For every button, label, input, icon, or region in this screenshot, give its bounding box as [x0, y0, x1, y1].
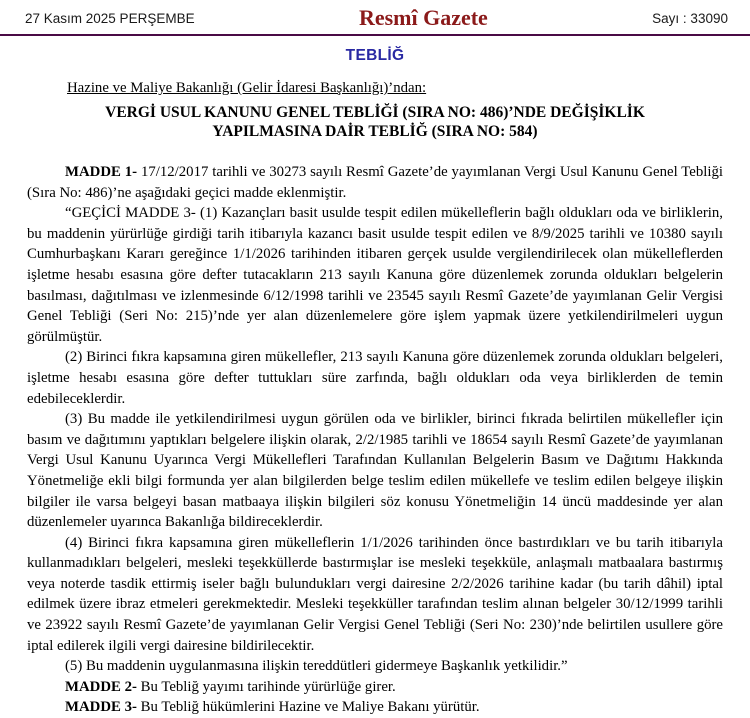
- article-lead: MADDE 1-: [65, 164, 138, 180]
- document-body: [27, 162, 723, 718]
- paragraph-madde-1: [27, 162, 723, 203]
- article-lead: MADDE 3-: [65, 699, 137, 716]
- paragraph-text: (5) Bu maddenin uygulanmasına ilişkin tereddütleri gidermeye Başkanlık yetkilidir.”: [65, 658, 568, 675]
- paragraph-fikra-4: [27, 533, 723, 657]
- publication-date: 27 Kasım 2025 PERŞEMBE: [25, 10, 195, 26]
- paragraph-text: “GEÇİCİ MADDE 3- (1) Kazançları basit usulde tespit edilen mükelleflerin bağlı oldukları oda ve birliklerin, bu maddenin yürürlüğe girdiği tarih itibarıyla kazancı basit usulde tespit edilen ve 8/9/2025 tarihli ve 10380 sayılı Cumhurbaşkanı Kararı gereğince 1/1/2026 tarihinden itibaren gerçek usulde vergilendirilecek olan mükelleflerden işletme hesabı esasına göre defter tutacakların 213 sayılı Kanuna göre düzenlemek zorunda oldukları belgelerin basılması, dağıtılması ve izlenmesinde 6/12/1998 tarihli ve 23545 sayılı Resmî Gazete’de yayımlanan Gelir Vergisi Genel Tebliği (Seri No: 215)’nde yer alan düzenlemelere göre işlem yapmak üzere yetkilendirilmeleri uygun görülmüştür.: [27, 205, 723, 345]
- paragraph-gecici-madde-3-f1: [27, 203, 723, 347]
- paragraph-text: (3) Bu madde ile yetkilendirilmesi uygun görülen oda ve birlikler, birinci fıkrada belirtilen mükellefler için basım ve dağıtımını yaptıkları belgelere ilişkin olarak, 2/2/1985 tarihli ve 18654 sayılı Resmî Gazete’de yayımlanan Vergi Usul Kanunu Uyarınca Vergi Mükellefleri Tarafından Kullanılan Belgelerin Basım ve Dağıtımı Hakkında Yönetmeliğe ekli bilgi formunda yer alan bilgilerden belge teslim edilen mükellefe ve teslim edilen belgeye ilişkin bilgiler ile varsa belgeyi basan matbaaya ilişkin bilgileri söz konusu Yönetmeliğin 14 üncü maddesinde yer alan düzenlemeler uyarınca Bakanlığa bildireceklerdir.: [27, 411, 723, 531]
- masthead: [0, 0, 750, 36]
- paragraph-madde-2: [27, 677, 723, 698]
- document-title: [0, 104, 750, 141]
- paragraph-text: Bu Tebliğ hükümlerini Hazine ve Maliye Bakanı yürütür.: [136, 699, 480, 716]
- section-label: TEBLİĞ: [345, 47, 405, 64]
- paragraph-fikra-5: [27, 656, 723, 677]
- paragraph-madde-3: [27, 697, 723, 718]
- document-title-line2: YAPILMASINA DAİR TEBLİĞ (SIRA NO: 584): [212, 122, 538, 140]
- article-lead: MADDE 2-: [65, 678, 137, 695]
- paragraph-fikra-2: [27, 347, 723, 409]
- issuing-authority: Hazine ve Maliye Bakanlığı (Gelir İdaresi Başkanlığı)’ndan:: [67, 80, 427, 96]
- paragraph-text: (4) Birinci fıkra kapsamına giren mükelleflerin 1/1/2026 tarihinden önce bastırdıkları ve bu tarih itibarıyla kullanmadıkları belgeleri, mesleki teşekküllerde bastırmışlar ise mesleki teşekküle, anlaşmalı matbaalara bastırmış veya noterde tasdik ettirmiş iseler bağlı bulundukları vergi dairesine 2/2/2026 tarihine kadar (bu tarih dâhil) iptal edilmek üzere ibraz etmeleri gerekmektedir. Mesleki teşekküller tarafından teslim alınan belgeler 30/12/1999 tarihli ve 23922 sayılı Resmî Gazete’de yayımlanan Gelir Vergisi Genel Tebliği (Seri No: 230)’nde belirtilen usullere göre iptal edilerek ilgili vergi dairesine bildirilecektir.: [27, 534, 723, 654]
- issue-number: Sayı : 33090: [652, 10, 728, 26]
- paragraph-text: Bu Tebliğ yayımı tarihinde yürürlüğe girer.: [136, 678, 396, 695]
- document-title-line1: VERGİ USUL KANUNU GENEL TEBLİĞİ (SIRA NO: 486)’NDE DEĞİŞİKLİK: [105, 104, 645, 121]
- paragraph-text: (2) Birinci fıkra kapsamına giren mükellefler, 213 sayılı Kanuna göre düzenlemek zorunda oldukları belgeleri, işletme hesabı esasına göre defter tuttukları süre zarfında, bağlı oldukları oda veya birliklerden de temin edebileceklerdir.: [27, 349, 723, 407]
- paragraph-fikra-3: [27, 409, 723, 533]
- paragraph-text: 17/12/2017 tarihli ve 30273 sayılı Resmî Gazete’de yayımlanan Vergi Usul Kanunu Genel Tebliği (Sıra No: 486)’ne aşağıdaki geçici madde eklenmiştir.: [27, 164, 723, 201]
- gazette-title: Resmî Gazete: [358, 5, 488, 30]
